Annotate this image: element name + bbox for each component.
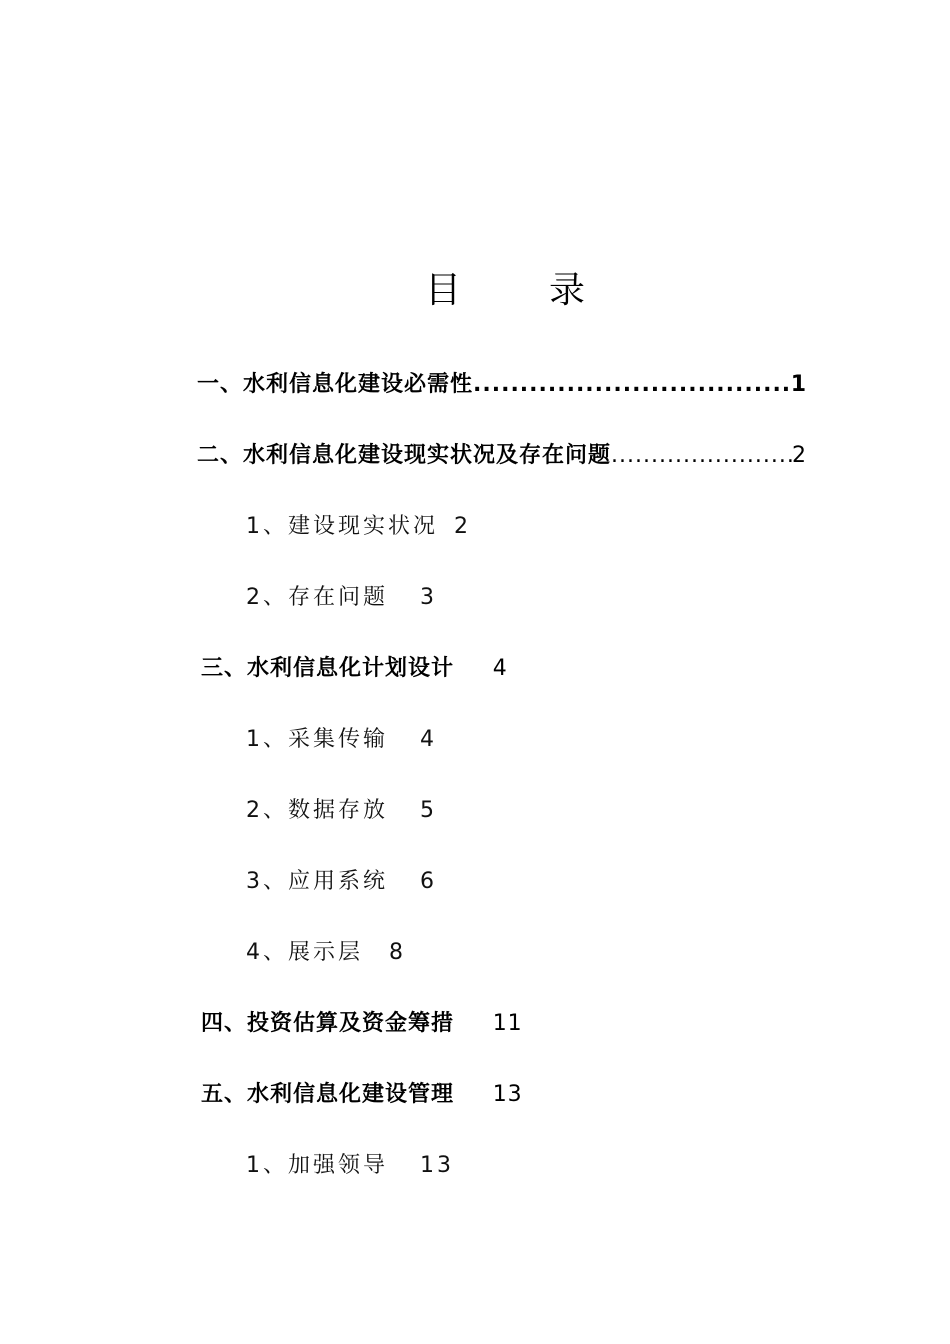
toc-entry-label: 二、水利信息化建设现实状况及存在问题	[197, 443, 612, 468]
toc-entry-label: 1、加强领导	[246, 1153, 388, 1178]
toc-entry-4[interactable]	[246, 583, 437, 613]
toc-entry-page: 8	[389, 940, 406, 965]
toc-entry-2[interactable]	[197, 441, 807, 471]
toc-entry-label: 五、水利信息化建设管理	[201, 1082, 455, 1107]
toc-entry-5[interactable]	[201, 654, 508, 684]
toc-entry-9[interactable]	[246, 938, 406, 968]
toc-entry-label: 1、建设现实状况	[246, 514, 438, 539]
toc-entry-6[interactable]	[246, 725, 437, 755]
toc-title-char-1: 目	[425, 270, 462, 311]
dot-leader	[611, 441, 792, 471]
toc-entry-12[interactable]	[246, 1151, 454, 1181]
toc-entry-label: 1、采集传输	[246, 727, 388, 752]
toc-entry-page: 6	[420, 869, 437, 894]
dot-leader	[473, 370, 791, 400]
toc-entry-page: 1	[790, 372, 807, 397]
toc-entry-page: 13	[492, 1082, 523, 1107]
toc-entry-page: 5	[420, 798, 437, 823]
toc-entry-page: 3	[420, 585, 437, 610]
toc-entry-7[interactable]	[246, 796, 437, 826]
toc-title-char-2: 录	[548, 270, 585, 311]
toc-entry-label: 四、投资估算及资金筹措	[201, 1011, 455, 1036]
toc-title	[425, 266, 585, 316]
toc-entry-page: 13	[420, 1153, 454, 1178]
toc-entry-page: 11	[492, 1011, 523, 1036]
toc-entry-8[interactable]	[246, 867, 437, 897]
toc-entry-page: 4	[492, 656, 508, 681]
toc-entry-label: 4、展示层	[246, 940, 363, 965]
toc-entry-page: 2	[454, 514, 471, 539]
toc-entry-10[interactable]	[201, 1009, 523, 1039]
toc-entry-label: 2、数据存放	[246, 798, 388, 823]
toc-entry-page: 4	[420, 727, 437, 752]
toc-entry-label: 3、应用系统	[246, 869, 388, 894]
toc-entry-3[interactable]	[246, 512, 471, 542]
toc-entry-label: 三、水利信息化计划设计	[201, 656, 455, 681]
toc-entry-label: 2、存在问题	[246, 585, 388, 610]
toc-entry-page: 2	[792, 443, 807, 468]
toc-entry-label: 一、水利信息化建设必需性	[197, 372, 474, 397]
toc-entry-1[interactable]	[197, 370, 807, 400]
toc-entry-11[interactable]	[201, 1080, 523, 1110]
